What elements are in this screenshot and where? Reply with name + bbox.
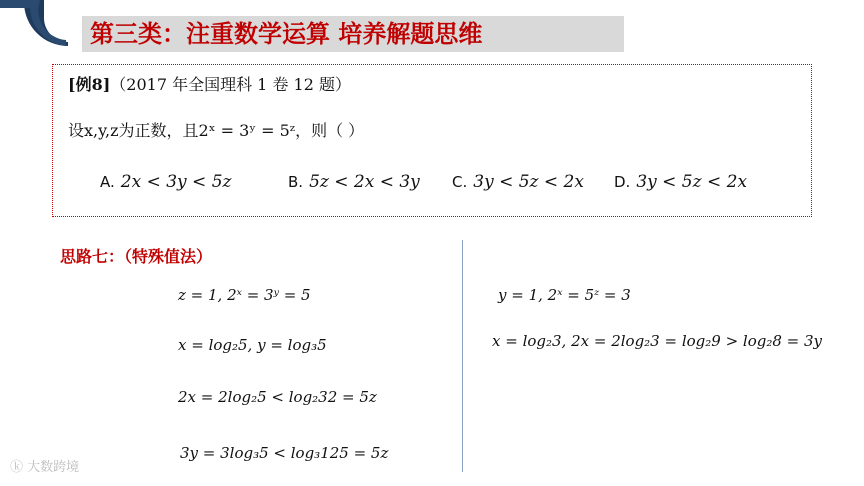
left-step-1: z = 1, 2ˣ = 3ʸ = 5 xyxy=(178,286,311,304)
option-a: A. 2x < 3y < 5z xyxy=(100,172,232,192)
option-c: C. 3y < 5z < 2x xyxy=(452,172,584,192)
corner-decoration xyxy=(0,0,70,50)
option-b: B. 5z < 2x < 3y xyxy=(288,172,420,192)
example-header xyxy=(68,72,351,95)
left-step-4: 3y = 3log₃5 < log₃125 = 5z xyxy=(180,444,389,462)
left-step-3: 2x = 2log₂5 < log₂32 = 5z xyxy=(178,388,377,406)
column-divider xyxy=(462,240,463,472)
option-d: D. 3y < 5z < 2x xyxy=(614,172,748,192)
watermark: ⓚ 大数跨境 xyxy=(10,460,80,475)
question-text: 设x,y,z为正数，且2ˣ = 3ʸ = 5ᶻ，则（ ） xyxy=(68,121,365,140)
watermark-logo-icon: ⓚ xyxy=(10,460,28,475)
right-step-2: x = log₂3, 2x = 2log₂3 = log₂9 > log₂8 = 3y xyxy=(492,332,823,350)
method-hint: 思路七：（特殊值法） xyxy=(60,247,213,266)
example-source: （2017 年全国理科 1 卷 12 题） xyxy=(110,75,351,94)
page-title: 第三类：注重数学运算 培养解题思维 xyxy=(90,20,483,48)
left-step-2: x = log₂5, y = log₃5 xyxy=(178,336,327,354)
right-step-1: y = 1, 2ˣ = 5ᶻ = 3 xyxy=(498,286,631,304)
example-label: [例8] xyxy=(68,75,111,94)
